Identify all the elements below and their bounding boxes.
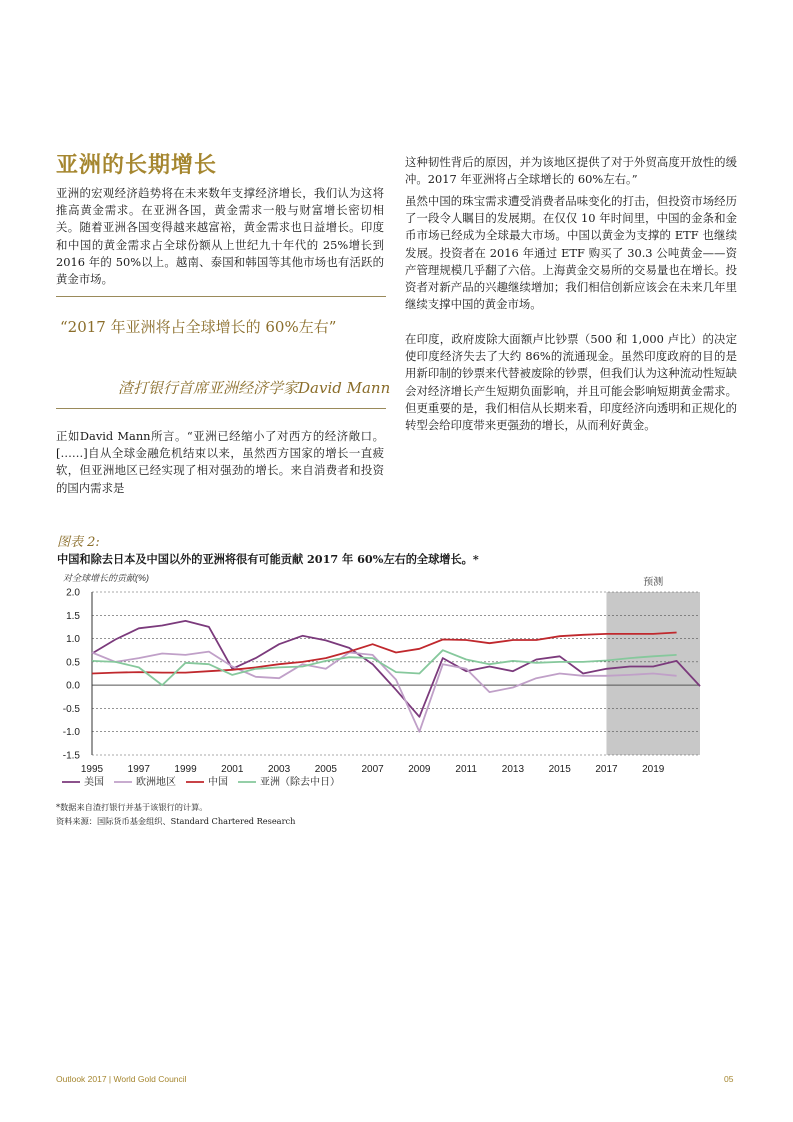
right-paragraph-2: 虽然中国的珠宝需求遭受消费者品味变化的打击，但投资市场经历了一段令人瞩目的发展期。在仅仅 10 年时间里，中国的金条和金币市场已经成为全球最大市场。中国以黄金为支撑的 ETF 也继续发展。投资者在 2016 年通过 ETF 购买了 30.3 公吨黄金——资产管理规模几乎翻了六倍。上海黄金交易所的交易量也在增长。投资者对新产品的兴趣继续增加；我们相信创新应该会在未来几年里继续支撑中国的黄金市场。 (405, 194, 737, 312)
left-bottom-paragraph: 正如David Mann所言。“亚洲已经缩小了对西方的经济敞口。[……]自从全球金融危机结束以来，虽然西方国家的增长一直疲软，但亚洲地区已经实现了相对强劲的增长。来自消费者和投资的国内需求是 (56, 429, 384, 495)
x-tick-label: 2003 (267, 764, 291, 775)
figure-label: 图表 2: (57, 535, 100, 550)
y-tick-label: 1.0 (66, 634, 80, 646)
legend-entry: 亚洲（除去中日） (260, 777, 340, 788)
x-tick-label: 2013 (501, 764, 525, 775)
quote-top-rule (56, 296, 386, 297)
legend-entry: 美国 (84, 777, 104, 788)
legend-entry: 中国 (208, 777, 228, 788)
page-number: 05 (724, 1074, 734, 1084)
x-tick-label: 2017 (595, 764, 618, 775)
y-tick-label: -1.5 (62, 750, 80, 762)
y-tick-label: 1.5 (66, 610, 80, 622)
x-tick-label: 2009 (408, 764, 431, 775)
figure-title: 中国和除去日本及中国以外的亚洲将很有可能贡献 2017 年 60%左右的全球增长。* (57, 552, 479, 566)
pull-quote: “2017 年亚洲将占全球增长的 60%左右” (60, 318, 337, 336)
intro-paragraph: 亚洲的宏观经济趋势将在未来数年支撑经济增长，我们认为这将推高黄金需求。在亚洲各国，黄金需求一般与财富增长密切相关。随着亚洲各国变得越来越富裕，黄金需求也日益增长。印度和中国的黄金需求占全球份额从上世纪九十年代的 25%增长到 2016 年的 50%以上。越南、泰国和韩国等其他市场也有活跃的黄金市场。 (56, 186, 384, 287)
x-tick-label: 1997 (127, 764, 150, 775)
x-tick-label: 2005 (314, 764, 337, 775)
quote-bottom-rule (56, 408, 386, 409)
y-axis-label: 对全球增长的贡献(%) (63, 573, 149, 583)
right-paragraph-1: 这种韧性背后的原因，并为该地区提供了对于外贸高度开放性的缓冲。2017 年亚洲将占全球增长的 60%左右。” (405, 155, 737, 187)
y-tick-label: -0.5 (62, 703, 80, 715)
x-tick-label: 1999 (174, 764, 197, 775)
section-title: 亚洲的长期增长 (56, 152, 218, 178)
forecast-label: 预测 (643, 577, 664, 588)
right-paragraph-3: 在印度，政府废除大面额卢比钞票（500 和 1,000 卢比）的决定使印度经济失去了大约 86%的流通现金。虽然印度政府的目的是用新印制的钞票来代替被废除的钞票，但我们认为这种流动性短缺会对经济增长产生短期负面影响，并且可能会影响短期黄金需求。但更重要的是，我们相信从长期来看，印度经济向透明和正规化的转型会给印度带来更强劲的增长，从而利好黄金。 (405, 332, 737, 433)
y-tick-label: 2.0 (66, 587, 80, 599)
y-tick-label: 0.5 (66, 657, 80, 669)
x-tick-label: 1995 (80, 764, 104, 775)
y-tick-label: -1.0 (62, 727, 80, 739)
growth-chart (0, 565, 793, 805)
x-tick-label: 2007 (361, 764, 384, 775)
x-tick-label: 2001 (221, 764, 244, 775)
footer-publication: Outlook 2017 | World Gold Council (56, 1074, 187, 1084)
figure-source: 资料来源：国际货币基金组织、Standard Chartered Research (56, 816, 296, 826)
series-line (92, 652, 677, 732)
quote-attribution: 渣打银行首席亚洲经济学家David Mann (118, 379, 391, 397)
y-tick-label: 0.0 (66, 680, 80, 692)
figure-footnote: *数据来自渣打银行并基于该银行的计算。 (56, 802, 208, 812)
legend-entry: 欧洲地区 (136, 777, 176, 788)
x-tick-label: 2019 (642, 764, 665, 775)
x-tick-label: 2011 (455, 764, 477, 775)
x-tick-label: 2015 (548, 764, 571, 775)
